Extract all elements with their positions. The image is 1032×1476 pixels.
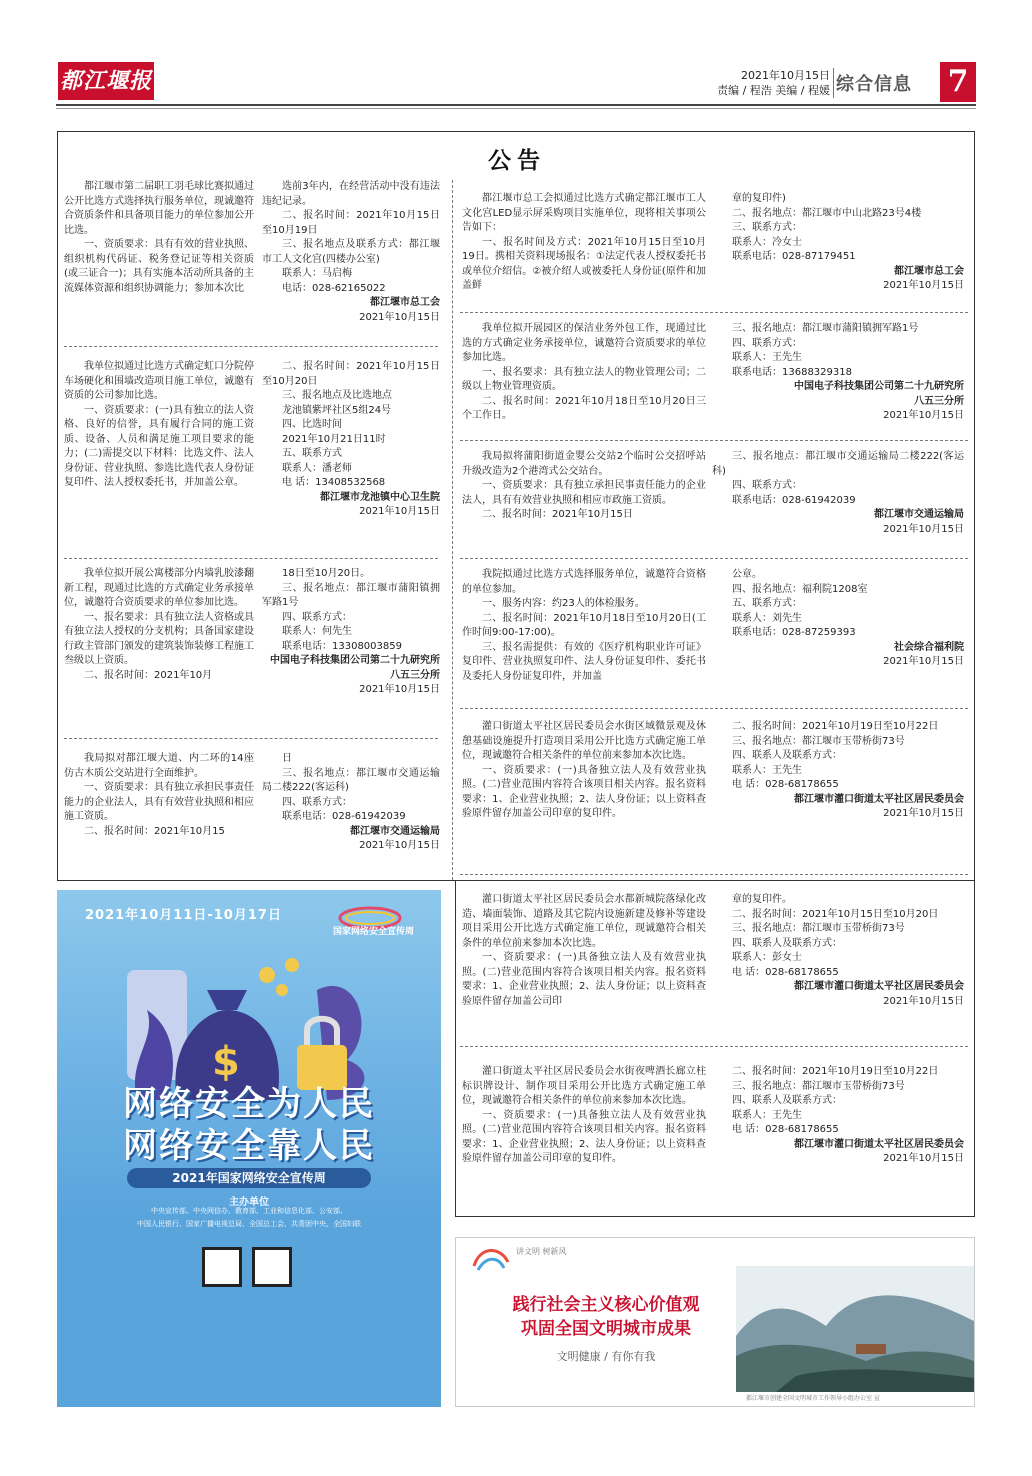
notice-issuer: 都江堰市交通运输局 <box>874 509 964 520</box>
notice-detail: 章的复印件) <box>732 193 786 204</box>
notice-paragraph: 二、报名时间：2021年10月15 <box>84 825 225 837</box>
notice-date: 2021年10月15日 <box>359 311 440 323</box>
notice-paragraph: 二、报名时间：2021年10月18日至10月20日三个工作日。 <box>462 395 706 421</box>
page-number: 7 <box>940 62 976 102</box>
notice-right-column <box>712 893 964 1009</box>
notice-right-column <box>262 180 440 325</box>
notice-detail: 选前3年内，在经营活动中没有违法违纪记录。 <box>262 181 440 207</box>
notice-issuer: 都江堰市灌口街道太平社区居民委员会 <box>794 793 964 805</box>
poster-sponsor-title: 主办单位 <box>229 1197 269 1208</box>
notice-date: 2021年10月15日 <box>359 684 440 695</box>
notice-issuer: 都江堰市交通运输局 <box>350 825 440 837</box>
notice-detail: 三、报名地点：都江堰市玉带桥街73号 <box>732 1080 905 1092</box>
notice-right-column <box>712 1065 964 1167</box>
qr-code-icon <box>252 1247 292 1287</box>
notice-detail: 二、报名时间：2021年10月19日至10月22日 <box>732 1066 939 1077</box>
notice-left-column <box>462 568 706 684</box>
notice-detail: 联系人：马启梅 <box>282 268 352 279</box>
notice-left-column <box>64 360 254 491</box>
cybersecurity-poster <box>57 890 441 1217</box>
notice-left-column <box>64 567 254 683</box>
notice-detail: 五、联系方式： <box>732 598 802 609</box>
poster-sponsors-1: 中央宣传部、中央网信办、教育部、工业和信息化部、公安部、 <box>151 1207 347 1215</box>
notice-right-column <box>712 192 964 294</box>
poster-campaign: 2021年国家网络安全宣传周 <box>127 1168 371 1188</box>
notice-left-column <box>64 752 254 839</box>
poster-lower <box>57 1217 441 1407</box>
notice-detail: 四、联系人及联系方式： <box>732 1095 842 1106</box>
notice-detail: 联系人：刘先生 <box>732 612 802 624</box>
notice-separator <box>460 440 968 441</box>
notice-detail: 三、报名地点：都江堰市蒲阳镇拥军路1号 <box>732 323 919 334</box>
notice-issuer: 社会综合福利院 <box>894 641 964 653</box>
notice-detail: 日 <box>282 753 292 764</box>
notice-paragraph: 一、报名要求：具有独立法人的物业管理公司；二级以上物业管理资质。 <box>462 366 706 392</box>
notice-paragraph: 一、资质要求：具有独立承担民事责任能力的企业法人，具有有效营业执照和相应施工资质。 <box>64 782 254 822</box>
notice-date: 2021年10月15日 <box>883 1153 964 1164</box>
notice-detail: 四、联系人及联系方式： <box>732 937 842 949</box>
poster-slogan-1: 网络安全为人民 <box>123 1084 375 1124</box>
notice-issuer: 都江堰市总工会 <box>370 297 440 308</box>
notice-detail: 五、联系方式 <box>282 448 342 459</box>
notice-detail: 三、报名地点：都江堰市蒲阳镇拥军路1号 <box>262 582 440 608</box>
notice-detail: 联系人：王先生 <box>732 1109 802 1121</box>
notice-paragraph: 我单位拟开展园区的保洁业务外包工作，现通过比选的方式确定业务承接单位，诚邀符合资质要求的单位参加比选。 <box>462 323 706 363</box>
notice-left-column <box>462 1065 706 1167</box>
notice-issuer: 都江堰市总工会 <box>894 265 964 277</box>
notice-left-column <box>462 322 706 424</box>
header-divider <box>833 68 834 98</box>
notice-right-column <box>712 450 964 537</box>
notice-separator <box>460 874 968 875</box>
notice-date: 2021年10月15日 <box>883 523 964 535</box>
notice-left-column <box>64 180 254 296</box>
notice-detail: 四、报名地点：福利院1208室 <box>732 583 868 595</box>
notice-date: 2021年10月15日 <box>359 506 440 517</box>
notice-detail: 四、联系人及联系方式： <box>732 750 842 761</box>
notice-date: 2021年10月15日 <box>883 995 964 1007</box>
notice-separator <box>460 312 968 313</box>
notice-right-column <box>712 568 964 670</box>
notice-detail: 联系电话：028-61942039 <box>732 494 856 506</box>
notice-paragraph: 灌口街道太平社区居民委员会水街夜啤酒长廊立柱标识牌设计、制作项目采用公开比选方式确定施工单位，现诚邀符合相关条件的单位前来参加本次比选。 <box>462 1066 706 1106</box>
section-title: 综合信息 <box>836 74 912 95</box>
notice-left-column <box>462 720 706 822</box>
notice-issuer-sub: 八五三分所 <box>914 395 964 407</box>
notice-paragraph: 灌口街道太平社区居民委员会水街区域微景观及休憩基础设施提升打造项目采用公开比选方式确定施工单位，现诚邀符合相关条件的单位前来参加本次比选。 <box>462 721 706 761</box>
notice-separator <box>460 708 968 709</box>
notice-date: 2021年10月15日 <box>359 840 440 851</box>
notice-separator <box>64 738 438 739</box>
notice-right-column <box>712 720 964 822</box>
notice-separator <box>460 1046 968 1047</box>
notice-issuer: 都江堰市灌口街道太平社区居民委员会 <box>794 1138 964 1150</box>
notice-left-column <box>462 450 706 523</box>
notice-detail: 联系电话：028-87179451 <box>732 251 856 262</box>
notice-detail: 电话：028-62165022 <box>282 282 386 294</box>
issue-info <box>600 68 830 98</box>
notice-issuer: 中国电子科技集团公司第二十九研究所 <box>270 655 440 666</box>
banner-line-1: 践行社会主义核心价值观 <box>512 1295 700 1315</box>
notice-date: 2021年10月15日 <box>883 656 964 667</box>
civilization-logo-icon <box>470 1242 512 1276</box>
notice-detail: 2021年10月21日11时 <box>282 433 386 445</box>
notice-detail: 联系人：王先生 <box>732 352 802 363</box>
notice-detail: 电 话：028-68178655 <box>732 779 839 790</box>
notice-detail: 四、联系方式： <box>282 796 352 808</box>
notice-detail: 联系人：王先生 <box>732 764 802 776</box>
notice-detail: 联系电话：13688329318 <box>732 366 852 378</box>
notice-detail: 联系人：潘老师 <box>282 462 352 474</box>
banner-line-2: 巩固全国文明城市成果 <box>521 1319 691 1339</box>
notice-paragraph: 一、资质要求：(一)具有独立的法人资格、良好的信誉，具有履行合同的施工资质、设备、人员和满足施工项目要求的能力；(二)需提交以下材料：比选文件、法人身份证、营业执照、参选比选代表人身份证复印件、法人授权委托书，并加盖公章。 <box>64 404 254 488</box>
poster-sponsors-2: 中国人民银行、国家广播电视总局、全国总工会、共青团中央、全国妇联 <box>137 1220 361 1228</box>
notice-right-column <box>262 752 440 854</box>
poster-brand: 国家网络安全宣传周 <box>333 927 415 937</box>
notice-right-column <box>262 360 440 520</box>
notice-detail: 二、报名时间：2021年10月15日至10月20日 <box>732 908 939 920</box>
notice-paragraph: 我单位拟通过比选方式确定虹口分院停车场硬化和围墙改造项目施工单位，诚邀有资质的公司参加比选。 <box>64 361 254 401</box>
notice-detail: 公章。 <box>732 569 762 580</box>
notice-right-column <box>262 567 440 698</box>
column-divider <box>452 180 453 880</box>
notice-detail: 18日至10月20日。 <box>282 568 371 579</box>
notice-detail: 联系人：彭女士 <box>732 952 802 963</box>
notice-detail: 电 话：028-68178655 <box>732 1124 839 1135</box>
notice-detail: 三、报名地点：都江堰市玉带桥街73号 <box>732 735 905 747</box>
header-rule-thin <box>56 108 976 109</box>
notice-paragraph: 都江堰市第二届职工羽毛球比赛拟通过公开比选方式选择执行服务单位，现诚邀符合资质条件和具备项目能力的单位参加公开比选。 <box>64 181 254 236</box>
poster-dates: 2021年10月11日-10月17日 <box>85 908 282 923</box>
notice-separator <box>64 346 438 347</box>
notice-paragraph: 一、资质要求：(一)具备独立法人及有效营业执照。(二)营业范围内容符合该项目相关内容。报名资料要求：1、企业营业执照；2、法人身份证；以上资料查验原件留存加盖公司印 <box>462 952 706 1007</box>
notice-issuer: 都江堰市龙池镇中心卫生院 <box>320 491 440 503</box>
banner-tag: 讲文明 树新风 <box>516 1247 567 1256</box>
newspaper-logo: 都江堰报 <box>58 62 154 100</box>
banner-footer: 都江堰市创建全国文明城市工作领导小组办公室 宣 <box>746 1395 880 1402</box>
notice-detail: 二、报名地点：都江堰市中山北路23号4楼 <box>732 207 922 219</box>
notice-detail: 三、报名地点及比选地点 <box>282 390 392 401</box>
banner-subtitle: 文明健康 / 有你有我 <box>556 1350 656 1363</box>
notice-paragraph: 我局拟将蒲阳街道金婴公交站2个临时公交招呼站升级改造为2个港湾式公交站台。 <box>462 451 706 477</box>
notice-detail: 联系人：何先生 <box>282 626 352 637</box>
notice-detail: 三、报名地点及联系方式：都江堰市工人文化宫(四楼办公室) <box>262 239 440 265</box>
notice-detail: 二、报名时间：2021年10月15日至10月20日 <box>262 361 440 387</box>
notice-date: 2021年10月15日 <box>883 410 964 421</box>
notice-detail: 三、报名地点：都江堰市交通运输局二楼222(客运科) <box>712 451 964 477</box>
notice-detail: 电 话：028-68178655 <box>732 966 839 978</box>
notice-issuer: 中国电子科技集团公司第二十九研究所 <box>794 381 964 392</box>
poster-slogan-2: 网络安全靠人民 <box>123 1126 375 1166</box>
notice-paragraph: 一、资质要求：(一)具备独立法人及有效营业执照。(二)营业范围内容符合该项目相关内容。报名资料要求：1、企业营业执照；2、法人身份证；以上资料查验原件留存加盖公司印章的复印件。 <box>462 1109 706 1164</box>
notice-detail: 联系电话：028-61942039 <box>282 811 406 822</box>
qr-code-icon <box>202 1247 242 1287</box>
landscape-image <box>736 1266 974 1392</box>
svg-text:$: $ <box>212 1039 240 1085</box>
notice-date: 2021年10月15日 <box>883 808 964 819</box>
notice-paragraph: 一、资质要求：具有有效的营业执照、组织机构代码证、税务登记证等相关资质(或三证合一)；具有实施本活动所具备的主流媒体资源和组织协调能力；参加本次比 <box>64 239 254 294</box>
notice-left-column <box>462 192 706 294</box>
notice-detail: 联系电话：028-87259393 <box>732 627 856 638</box>
notice-paragraph: 我局拟对都江堰大道、内二环的14座仿古木质公交站进行全面维护。 <box>64 753 254 779</box>
notice-paragraph: 一、报名时间及方式：2021年10月15日至10月19日。携相关资料现场报名：①法定代表人授权委托书或单位介绍信。②被介绍人或被委托人身份证(原件和加盖鲜 <box>462 236 706 291</box>
notice-detail: 联系人：冷女士 <box>732 236 802 248</box>
notice-issuer-sub: 八五三分所 <box>390 669 440 681</box>
civilization-banner <box>455 1237 975 1407</box>
notice-paragraph: 二、报名时间：2021年10月15日 <box>482 509 633 520</box>
notice-detail: 四、联系方式： <box>282 611 352 623</box>
notice-paragraph: 一、服务内容：约23人的体检服务。 <box>482 598 645 609</box>
notice-paragraph: 灌口街道太平社区居民委员会水都新城院落绿化改造、墙面装饰、道路及其它院内设施新建及修补等建设项目采用公开比选方式确定施工单位，现诚邀符合相关条件的单位前来参加本次比选。 <box>462 894 706 949</box>
notice-detail: 章的复印件。 <box>732 894 792 905</box>
notice-detail: 龙池镇紫坪社区5组24号 <box>282 404 392 416</box>
notice-detail: 四、联系方式： <box>732 337 802 349</box>
notice-detail: 四、比选时间 <box>282 419 342 430</box>
issue-date: 2021年10月15日 <box>741 69 830 82</box>
header-rule <box>56 104 976 106</box>
notice-paragraph: 一、报名要求：具有独立法人资格或具有独立法人授权的分支机构；具备国家建设行政主管部门颁发的建筑装饰装修工程施工叁级以上资质。 <box>64 611 254 666</box>
banner-slogan <box>466 1293 746 1341</box>
notice-paragraph: 一、资质要求：具有独立承担民事责任能力的企业法人，具有有效营业执照和相应市政施工资质。 <box>462 480 706 506</box>
notice-detail: 四、联系方式： <box>732 480 802 491</box>
notice-detail: 三、联系方式： <box>732 222 802 233</box>
notice-paragraph: 我单位拟开展公寓楼部分内墙乳胶漆翻新工程，现通过比选的方式确定业务承接单位，诚邀符合资质要求的单位参加比选。 <box>64 568 254 608</box>
notice-paragraph: 一、资质要求：(一)具备独立法人及有效营业执照。(二)营业范围内容符合该项目相关内容。报名资料要求：1、企业营业执照；2、法人身份证；以上资料查验原件留存加盖公司印章的复印件。 <box>462 764 706 819</box>
editors: 责编 / 程浩 美编 / 程媛 <box>717 84 830 97</box>
notice-issuer: 都江堰市灌口街道太平社区居民委员会 <box>794 981 964 992</box>
notice-detail: 三、报名地点：都江堰市交通运输局二楼222(客运科) <box>262 767 440 793</box>
notice-left-column <box>462 893 706 1009</box>
notice-detail: 电 话：13408532568 <box>282 477 386 488</box>
notice-paragraph: 二、报名时间：2021年10月18日至10月20日(工作时间9:00-17:00)。 <box>462 612 706 638</box>
notice-paragraph: 都江堰市总工会拟通过比选方式确定都江堰市工人文化宫LED显示屏采购项目实施单位，现将相关事项公告如下： <box>462 193 706 233</box>
notice-detail: 三、报名地点：都江堰市玉带桥街73号 <box>732 923 905 934</box>
notice-detail: 二、报名时间：2021年10月19日至10月22日 <box>732 721 939 732</box>
notice-paragraph: 二、报名时间：2021年10月 <box>84 669 213 681</box>
notice-detail: 联系电话：13308003859 <box>282 640 402 652</box>
notice-detail: 二、报名时间：2021年10月15日至10月19日 <box>262 210 440 236</box>
notice-date: 2021年10月15日 <box>883 280 964 291</box>
notice-separator <box>460 558 968 559</box>
notice-right-column <box>712 322 964 424</box>
announcement-title: 公告 <box>488 148 546 174</box>
notice-separator <box>64 558 438 559</box>
poster-brand-logo <box>325 900 415 940</box>
notice-paragraph: 我院拟通过比选方式选择服务单位，诚邀符合资格的单位参加。 <box>462 569 706 595</box>
notice-paragraph: 三、报名需提供：有效的《医疗机构职业许可证》复印件、营业执照复印件、法人身份证复印件、委托书及委托人身份证复印件，并加盖 <box>462 641 706 682</box>
